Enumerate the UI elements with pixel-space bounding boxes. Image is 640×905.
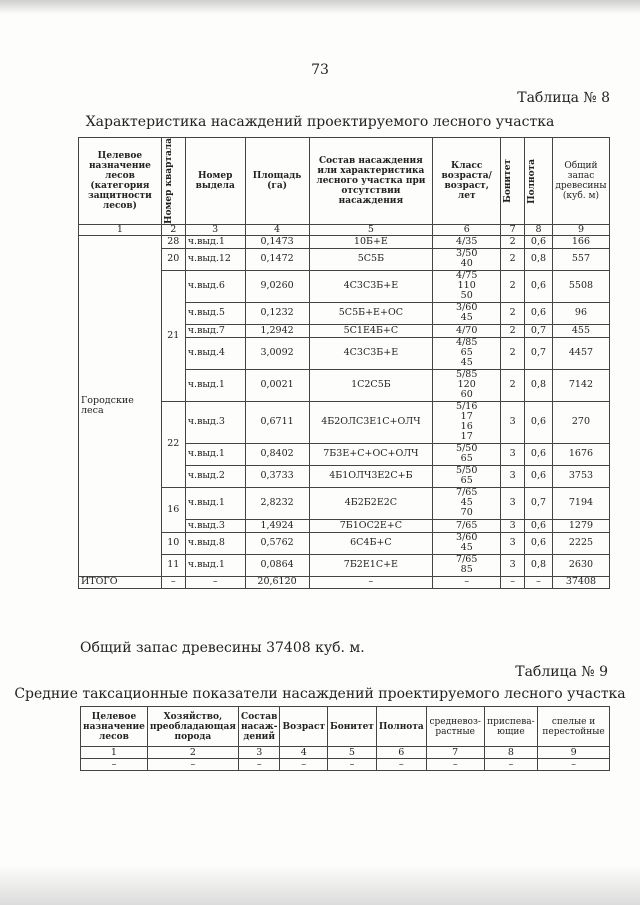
sostav-cell: 5С5Б+Е+ОС [309,302,433,324]
bonitet-cell: 3 [501,519,525,532]
age-line: 65 [460,475,473,487]
sostav-cell: 5С5Б [309,248,433,270]
table9-title: Средние таксационные показатели насаждений проектируемого лесного участка [14,686,626,702]
table8-caption: Таблица № 8 [517,90,610,106]
age-line: 45 [460,497,473,509]
th-bonitet: Бонитет [501,138,525,225]
age-line: 45 [460,542,473,554]
age-line: 5/16 [456,401,478,413]
age-line: 120 [457,379,476,391]
age-line: 5/50 [456,465,478,477]
area-cell: 0,3733 [245,465,309,487]
th-kvartal: Номер квартала [161,138,185,225]
bonitet-cell: 3 [501,487,525,519]
age-cell [433,401,501,443]
age-line: 45 [460,357,473,369]
table8-title: Характеристика насаждений проектируемого лесного участка [85,114,555,130]
bonitet-cell: 3 [501,443,525,465]
vydel-cell: ч.выд.7 [185,324,245,337]
polnota-cell: 0,7 [525,487,553,519]
age-line: 7/65 [456,487,478,499]
category-cell: Городские леса [79,235,162,576]
age-line: 4/85 [456,337,478,349]
t9-th-sostav: Состав насаж-дений [238,707,280,747]
age-line: 17 [460,411,473,423]
table-row [79,235,610,248]
area-cell: 9,0260 [245,270,309,302]
area-cell: 2,8232 [245,487,309,519]
zapas-cell: 2630 [552,554,609,576]
age-cell [433,324,501,337]
age-line: 5/85 [456,369,478,381]
age-cell [433,532,501,554]
sostav-cell: 10Б+Е [309,235,433,248]
t9-th-mid: средневоз-растные [426,707,484,747]
scan-top-shadow [0,0,640,14]
age-line: 7/65 [456,519,478,531]
vydel-cell: ч.выд.1 [185,369,245,401]
area-cell: 0,5762 [245,532,309,554]
sostav-cell: 6С4Б+С [309,532,433,554]
vydel-cell: ч.выд.12 [185,248,245,270]
sostav-cell: 4Б2ОЛС3Е1С+ОЛЧ [309,401,433,443]
t9-th-pre: приспева-ющие [484,707,538,747]
t9-th-age: Возраст [280,707,328,747]
vydel-cell: ч.выд.2 [185,465,245,487]
sostav-cell: 5С1Е4Б+С [309,324,433,337]
vydel-cell: ч.выд.6 [185,270,245,302]
table9-caption: Таблица № 9 [515,664,608,680]
area-cell: 0,0021 [245,369,309,401]
table9-number-row: 1 2 3 4 5 6 7 8 9 [81,747,610,759]
vydel-cell: ч.выд.8 [185,532,245,554]
table8-number-row: 1 2 3 4 5 6 7 8 9 [79,224,610,235]
t9-th-bonitet: Бонитет [328,707,377,747]
bonitet-cell: 3 [501,401,525,443]
th-age: Класс возраста/ возраст, лет [433,138,501,225]
t9-th-khozyaistvo: Хозяйство, преобладающая порода [147,707,238,747]
age-line: 45 [460,312,473,324]
bonitet-cell: 2 [501,369,525,401]
sostav-cell: 4Б2Б2Е2С [309,487,433,519]
age-line: 50 [460,290,473,302]
age-cell [433,302,501,324]
th-zapas: Общий запас древесины (куб. м) [552,138,609,225]
area-cell: 1,2942 [245,324,309,337]
age-line: 5/50 [456,443,478,455]
polnota-cell: 0,6 [525,270,553,302]
vydel-cell: ч.выд.1 [185,554,245,576]
t9-th-mature: спелые и перестойные [538,707,610,747]
zapas-cell: 5508 [552,270,609,302]
age-line: 16 [460,421,473,433]
th-polnota: Полнота [525,138,553,225]
sostav-cell: 4Б1ОЛЧ3Е2С+Б [309,465,433,487]
polnota-cell: 0,8 [525,369,553,401]
t9-th-category: Целевое назначение лесов [81,707,148,747]
vydel-cell: ч.выд.4 [185,337,245,369]
vydel-cell: ч.выд.1 [185,235,245,248]
kvartal-cell: 20 [161,248,185,270]
age-cell [433,369,501,401]
table9-header-row [81,707,610,747]
th-sostav: Состав насаждения или характеристика лесного участка при отсутствии насаждения [309,138,433,225]
polnota-cell: 0,6 [525,302,553,324]
age-cell [433,554,501,576]
area-cell: 0,1473 [245,235,309,248]
zapas-cell: 270 [552,401,609,443]
age-line: 3/60 [456,302,478,314]
age-line: 70 [460,507,473,519]
age-line: 65 [460,453,473,465]
area-cell: 0,8402 [245,443,309,465]
bonitet-cell: 2 [501,248,525,270]
sostav-cell: 4С3С3Б+Е [309,270,433,302]
bonitet-cell: 2 [501,235,525,248]
polnota-cell: 0,7 [525,337,553,369]
scan-bottom-shadow [0,865,640,905]
age-line: 60 [460,389,473,401]
age-line: 17 [460,431,473,443]
area-cell: 1,4924 [245,519,309,532]
area-cell: 0,6711 [245,401,309,443]
age-cell [433,443,501,465]
age-cell [433,337,501,369]
table8 [78,137,610,589]
zapas-cell: 4457 [552,337,609,369]
polnota-cell: 0,8 [525,554,553,576]
table9-data-row: – – – – – – – – – [81,759,610,771]
sostav-cell: 1С2С5Б [309,369,433,401]
sostav-cell: 7Б2Е1С+Е [309,554,433,576]
area-cell: 0,1472 [245,248,309,270]
th-category: Целевое назначение лесов (категория защитности лесов) [79,138,162,225]
vydel-cell: ч.выд.1 [185,487,245,519]
kvartal-cell: 22 [161,401,185,487]
zapas-cell: 455 [552,324,609,337]
age-cell [433,248,501,270]
age-line: 4/35 [456,235,478,247]
polnota-cell: 0,6 [525,519,553,532]
polnota-cell: 0,6 [525,443,553,465]
bonitet-cell: 2 [501,302,525,324]
bonitet-cell: 3 [501,554,525,576]
zapas-cell: 1279 [552,519,609,532]
vydel-cell: ч.выд.3 [185,519,245,532]
age-cell [433,487,501,519]
zapas-cell: 1676 [552,443,609,465]
zapas-cell: 3753 [552,465,609,487]
sostav-cell: 7Б1ОС2Е+С [309,519,433,532]
vydel-cell: ч.выд.1 [185,443,245,465]
age-line: 85 [460,564,473,576]
age-line: 3/50 [456,248,478,260]
table9 [80,706,610,771]
polnota-cell: 0,7 [525,324,553,337]
sostav-cell: 7Б3Е+С+ОС+ОЛЧ [309,443,433,465]
polnota-cell: 0,6 [525,465,553,487]
age-cell [433,465,501,487]
page-number: 73 [311,62,329,78]
vydel-cell: ч.выд.5 [185,302,245,324]
age-cell [433,519,501,532]
age-line: 40 [460,258,473,270]
age-line: 4/75 [456,270,478,282]
table8-header-row [79,138,610,225]
area-cell: 0,0864 [245,554,309,576]
th-area: Площадь (га) [245,138,309,225]
bonitet-cell: 3 [501,465,525,487]
kvartal-cell: 28 [161,235,185,248]
age-line: 7/65 [456,554,478,566]
bonitet-cell: 2 [501,337,525,369]
kvartal-cell: 21 [161,270,185,401]
bonitet-cell: 2 [501,324,525,337]
zapas-cell: 7142 [552,369,609,401]
area-cell: 0,1232 [245,302,309,324]
kvartal-cell: 11 [161,554,185,576]
zapas-cell: 2225 [552,532,609,554]
polnota-cell: 0,8 [525,248,553,270]
age-cell [433,235,501,248]
total-stock-text: Общий запас древесины 37408 куб. м. [80,640,365,656]
vydel-cell: ч.выд.3 [185,401,245,443]
age-line: 110 [457,280,476,292]
t9-th-polnota: Полнота [376,707,426,747]
polnota-cell: 0,6 [525,401,553,443]
kvartal-cell: 16 [161,487,185,532]
age-cell [433,270,501,302]
polnota-cell: 0,6 [525,235,553,248]
age-line: 3/60 [456,532,478,544]
bonitet-cell: 2 [501,270,525,302]
sostav-cell: 4С3С3Б+Е [309,337,433,369]
table8-itogo-row: ИТОГО – – 20,6120 – – – – 37408 [79,576,610,588]
age-line: 65 [460,347,473,359]
zapas-cell: 166 [552,235,609,248]
polnota-cell: 0,6 [525,532,553,554]
zapas-cell: 557 [552,248,609,270]
zapas-cell: 96 [552,302,609,324]
zapas-cell: 7194 [552,487,609,519]
th-vydel: Номер выдела [185,138,245,225]
area-cell: 3,0092 [245,337,309,369]
bonitet-cell: 3 [501,532,525,554]
kvartal-cell: 10 [161,532,185,554]
age-line: 4/70 [456,324,478,336]
